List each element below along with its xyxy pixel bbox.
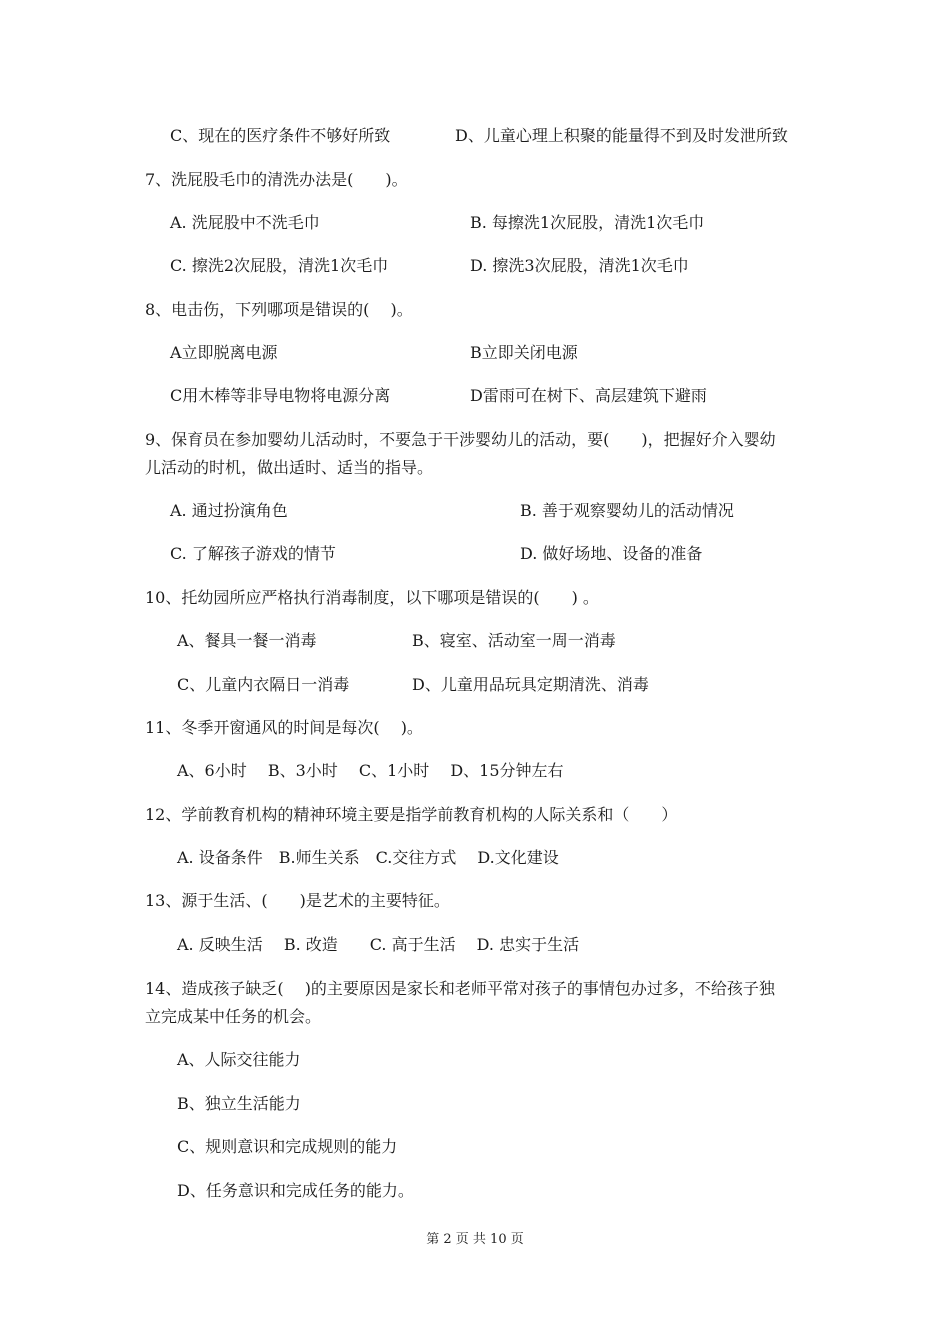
q10-option-b: B、寝室、活动室一周一消毒: [412, 631, 616, 650]
q12-options: A. 设备条件 B.师生关系 C.交往方式 D.文化建设: [177, 848, 559, 867]
q13-stem: 13、源于生活、( )是艺术的主要特征。: [145, 891, 450, 910]
q10-option-a: A、餐具一餐一消毒: [177, 631, 317, 650]
q9-option-b: B. 善于观察婴幼儿的活动情况: [520, 501, 734, 520]
q14-stem-line-1: 14、造成孩子缺乏( )的主要原因是家长和老师平常对孩子的事情包办过多，不给孩子独: [145, 979, 775, 998]
q11-options: A、6小时 B、3小时 C、1小时 D、15分钟左右: [177, 761, 564, 780]
q10-option-d: D、儿童用品玩具定期清洗、消毒: [412, 675, 649, 694]
q9-stem-line-2: 儿活动的时机，做出适时、适当的指导。: [145, 458, 434, 477]
q12-stem: 12、学前教育机构的精神环境主要是指学前教育机构的人际关系和（ ）: [145, 805, 678, 824]
q14-option-d: D、任务意识和完成任务的能力。: [177, 1181, 414, 1200]
q7-option-c: C. 擦洗2次屁股，清洗1次毛巾: [170, 256, 389, 275]
q14-option-c: C、规则意识和完成规则的能力: [177, 1137, 398, 1156]
q8-stem: 8、电击伤，下列哪项是错误的( )。: [145, 300, 413, 319]
q6-option-c: C、现在的医疗条件不够好所致: [170, 126, 391, 145]
page-number: 第 2 页 共 10 页: [426, 1232, 524, 1247]
q8-option-c: C用木棒等非导电物将电源分离: [170, 386, 391, 405]
q9-option-a: A. 通过扮演角色: [170, 501, 288, 520]
q14-stem-line-2: 立完成某中任务的机会。: [145, 1007, 322, 1026]
q6-option-d: D、儿童心理上积聚的能量得不到及时发泄所致: [455, 126, 788, 145]
q14-option-a: A、人际交往能力: [177, 1050, 301, 1069]
q7-option-d: D. 擦洗3次屁股，清洗1次毛巾: [470, 256, 689, 275]
q7-option-b: B. 每擦洗1次屁股，清洗1次毛巾: [470, 213, 705, 232]
q8-option-d: D雷雨可在树下、高层建筑下避雨: [470, 386, 707, 405]
q9-option-d: D. 做好场地、设备的准备: [520, 544, 703, 563]
q7-stem: 7、洗屁股毛巾的清洗办法是( )。: [145, 170, 408, 189]
q7-option-a: A. 洗屁股中不洗毛巾: [170, 213, 320, 232]
q9-stem-line-1: 9、保育员在参加婴幼儿活动时，不要急于干涉婴幼儿的活动，要( )，把握好介入婴幼: [145, 430, 776, 449]
q13-options: A. 反映生活 B. 改造 C. 高于生活 D. 忠实于生活: [177, 935, 580, 954]
q8-option-a: A立即脱离电源: [170, 343, 278, 362]
q14-option-b: B、独立生活能力: [177, 1094, 301, 1113]
q10-stem: 10、托幼园所应严格执行消毒制度，以下哪项是错误的( ) 。: [145, 588, 599, 607]
q8-option-b: B立即关闭电源: [470, 343, 578, 362]
q9-option-c: C. 了解孩子游戏的情节: [170, 544, 336, 563]
q10-option-c: C、儿童内衣隔日一消毒: [177, 675, 350, 694]
q11-stem: 11、冬季开窗通风的时间是每次( )。: [145, 718, 423, 737]
